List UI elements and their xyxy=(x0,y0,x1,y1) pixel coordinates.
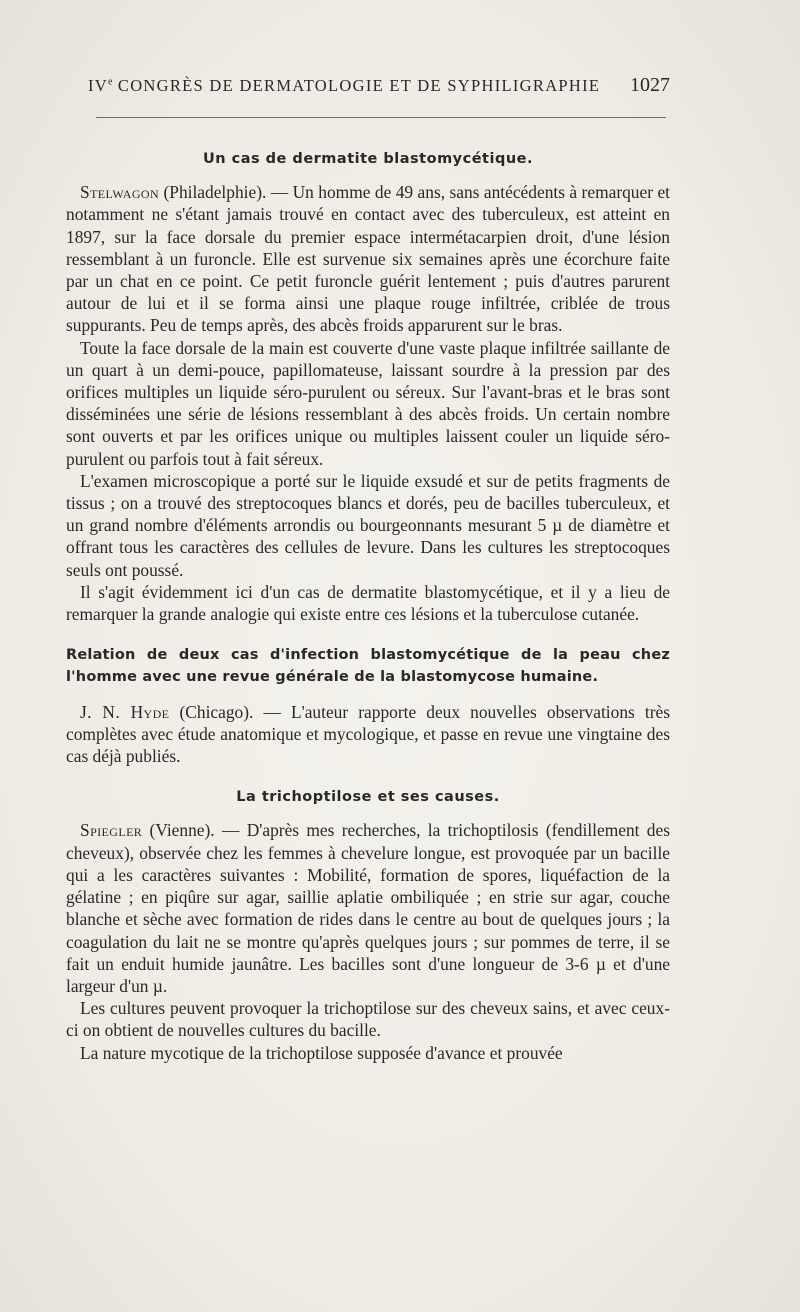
running-head xyxy=(88,76,600,96)
author-name: Spiegler xyxy=(80,820,143,841)
running-head-text: CONGRÈS DE DERMATOLOGIE ET DE SYPHILIGRAPHIE xyxy=(112,76,601,95)
paragraph xyxy=(66,701,670,768)
section-title-blastomycosis-review: Relation de deux cas d'infection blastomycétique de la peau chez l'homme avec une revue générale de la blastomycose humaine. xyxy=(66,647,670,686)
header-rule xyxy=(96,117,666,118)
author-name: Stelwagon xyxy=(80,182,160,203)
paragraph xyxy=(66,819,670,997)
paragraph-text: (Philadelphie). — Un homme de 49 ans, sans antécédents à remarquer et notamment ne s'étant jamais trouvé en contact avec des tuberculeux, est atteint en 1897, sur la face dorsale du premier espace intermétacarpien droit, d'une lésion ressemblant à un furoncle. Elle est survenue six semaines après une écorchure faite par un chat en ce point. Ce petit furoncle guérit lentement ; puis d'autres parurent autour de lui et il se forma ainsi une plaque rouge infiltrée, criblée de trous suppurants. Peu de temps après, des abcès froids apparurent sur le bras. xyxy=(66,182,670,336)
spacer xyxy=(66,625,670,644)
spacer xyxy=(66,767,670,786)
paragraph: Toute la face dorsale de la main est couverte d'une vaste plaque infiltrée saillante de un quart à un demi-pouce, papillomateuse, laissant sourdre à la pression par des orifices multiples un liquide séro-purulent ou séreux. Sur l'avant-bras et le bras sont disséminées une série de lésions ressemblant à des abcès froids. Un certain nombre sont ouverts et par les orifices unique ou multiples laissent couler un liquide séro-purulent ou parfois tout à fait séreux. xyxy=(66,337,670,469)
paragraph-text: (Chicago). — L'auteur rapporte deux nouvelles observations très complètes avec étude anatomique et mycologique, et passe en revue une vingtaine des cas déjà publiés. xyxy=(66,701,670,767)
paragraph: Il s'agit évidemment ici d'un cas de dermatite blastomycétique, et il y a lieu de remarquer la grande analogie qui existe entre ces lésions et la tuberculose cutanée. xyxy=(66,581,670,625)
paragraph xyxy=(66,181,670,336)
running-header xyxy=(88,76,670,96)
paragraph: L'examen microscopique a porté sur le liquide exsudé et sur de petits fragments de tissus ; on a trouvé des streptocoques blancs et dorés, peu de bacilles tuberculeux, et un grand nombre d'éléments arrondis ou bourgeonnants mesurant 5 µ de diamètre et offrant tous les caractères des cellules de levure. Dans les cultures les streptocoques seuls ont poussé. xyxy=(66,470,670,580)
running-head-numeral: IV xyxy=(88,76,109,95)
author-name: J. N. Hyde xyxy=(80,701,170,722)
section-title-blastomycetic-dermatitis: Un cas de dermatite blastomycétique. xyxy=(202,151,534,167)
spacer xyxy=(66,689,670,701)
page-body xyxy=(66,148,670,1064)
paragraph: Les cultures peuvent provoquer la trichoptilose sur des cheveux sains, et avec ceux-ci on obtient de nouvelles cultures du bacille. xyxy=(66,998,670,1041)
running-head-sup: e xyxy=(108,76,113,88)
section-title-trichoptilosis: La trichoptilose et ses causes. xyxy=(236,789,500,806)
page-number: 1027 xyxy=(630,74,670,96)
paragraph: La nature mycotique de la trichoptilose supposée d'avance et prouvée xyxy=(80,1042,563,1063)
paragraph-text: (Vienne). — D'après mes recherches, la trichoptilosis (fendillement des cheveux), observée chez les femmes à chevelure longue, est provoquée par un bacille qui a les caractères suivantes : Mobilité, formation de spores, liquéfaction de la gélatine ; en piqûre sur agar, saillie aplatie ombiliquée ; en strie sur agar, couche blanche et sèche avec formation de rides dans le centre au bout de quelques jours ; la coagulation du lait ne se montre qu'après quelques jours ; sur pommes de terre, il se fait un enduit humide jaunâtre. Les bacilles sont d'une longueur de 3-6 µ et d'une largeur d'un µ. xyxy=(66,820,670,996)
